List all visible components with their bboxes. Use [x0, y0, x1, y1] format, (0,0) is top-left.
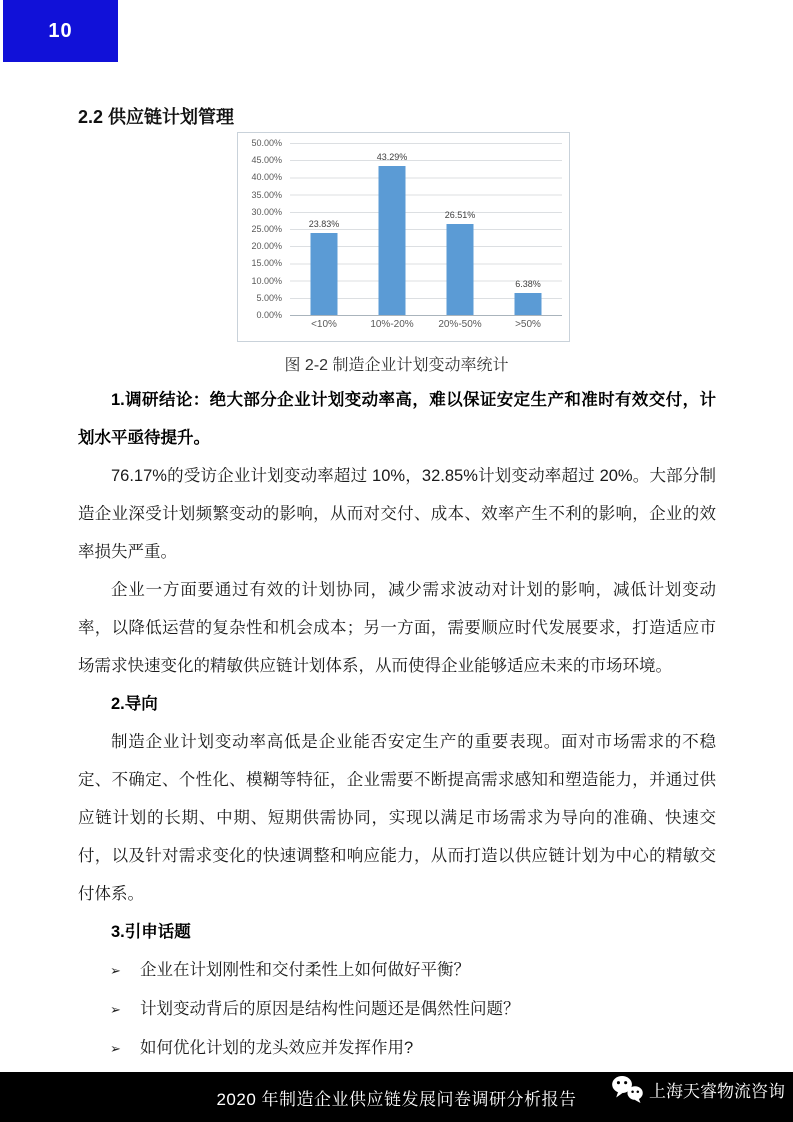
recommendation-paragraph: 企业一方面要通过有效的计划协同，减少需求波动对计划的影响，减低计划变动率，以降低运营的复杂性和机会成本；另一方面，需要顺应时代发展要求，打造适应市场需求快速变化的精敏供应链计划体系，从而使得企业能够适应未来的市场环境。 [78, 581, 716, 675]
orientation-paragraph: 制造企业计划变动率高低是企业能否安定生产的重要表现。面对市场需求的不稳定、不确定、个性化、模糊等特征，企业需要不断提高需求感知和塑造能力，并通过供应链计划的长期、中期、短期供需协同，实现以满足市场需求为导向的准确、快速交付，以及针对需求变化的快速调整和响应能力，从而打造以供应链计划为中心的精敏交付体系。 [78, 733, 716, 903]
bar-slot [358, 143, 426, 315]
y-tick-label: 10.00% [251, 275, 282, 286]
bar-slot [290, 143, 358, 315]
list-item-text: 企业在计划刚性和交付柔性上如何做好平衡？ [140, 961, 470, 979]
y-tick-label: 25.00% [251, 224, 282, 234]
bar [311, 233, 338, 315]
footer-brand [609, 1074, 785, 1104]
list-item [78, 1029, 716, 1068]
bar-slot [494, 143, 562, 315]
list-item-text: 如何优化计划的龙头效应并发挥作用? [140, 1039, 414, 1057]
y-tick-label: 15.00% [251, 258, 282, 269]
bar [379, 166, 406, 315]
x-tick-label: 20%-50% [438, 319, 482, 330]
section-heading: 2.2 供应链计划管理 [78, 106, 235, 127]
arrow-bullet-icon: ➢ [110, 963, 121, 978]
footer-brand-name: 上海天睿物流咨询 [649, 1081, 785, 1101]
footer-bar [0, 1072, 793, 1122]
bar [447, 224, 474, 315]
y-tick-label: 50.00% [251, 138, 282, 148]
arrow-bullet-icon: ➢ [110, 1041, 121, 1056]
chart-caption: 图 2-2 制造企业计划变动率统计 [284, 357, 509, 374]
chart-y-axis [240, 138, 284, 320]
extended-topics-list [78, 951, 716, 1068]
statistics-paragraph: 76.17%的受访企业计划变动率超过 10%，32.85%计划变动率超过 20%。大部分制造企业深受计划频繁变动的影响，从而对交付、成本、效率产生不利的影响，企业的效率损失严重。 [78, 467, 716, 561]
y-tick-label: 20.00% [251, 241, 282, 252]
list-item [78, 951, 716, 990]
bar [515, 293, 542, 315]
bar-value-label: 26.51% [444, 209, 476, 220]
subheading-extended-topics: 3.引申话题 [111, 923, 191, 941]
chart-plot [290, 143, 562, 316]
page-number: 10 [48, 19, 73, 42]
list-item [78, 990, 716, 1029]
list-item-text: 计划变动背后的原因是结构性问题还是偶然性问题？ [140, 1000, 520, 1018]
body-content [78, 381, 716, 1068]
page-number-badge [3, 0, 118, 62]
footer-report-title: 2020 年制造企业供应链发展问卷调研分析报告 [216, 1089, 577, 1109]
bar-slot [426, 143, 494, 315]
y-tick-label: 35.00% [251, 189, 282, 200]
subheading-orientation: 2.导向 [111, 695, 158, 713]
x-tick-label: >50% [515, 319, 541, 330]
y-tick-label: 0.00% [256, 310, 282, 320]
x-tick-label: 10%-20% [370, 319, 414, 330]
y-tick-label: 5.00% [256, 292, 282, 303]
x-tick-label: <10% [311, 319, 337, 330]
wechat-icon [609, 1074, 645, 1104]
bar-value-label: 43.29% [376, 152, 408, 163]
plan-variation-bar-chart [237, 132, 570, 342]
y-tick-label: 40.00% [251, 172, 282, 183]
y-tick-label: 30.00% [251, 206, 282, 217]
y-tick-label: 45.00% [251, 155, 282, 166]
bar-value-label: 23.83% [308, 219, 340, 230]
arrow-bullet-icon: ➢ [110, 1002, 121, 1017]
conclusion-paragraph: 1.调研结论：绝大部分企业计划变动率高，难以保证安定生产和准时有效交付，计划水平亟待提升。 [78, 391, 716, 447]
bar-value-label: 6.38% [515, 279, 541, 290]
chart-x-axis [290, 319, 562, 337]
